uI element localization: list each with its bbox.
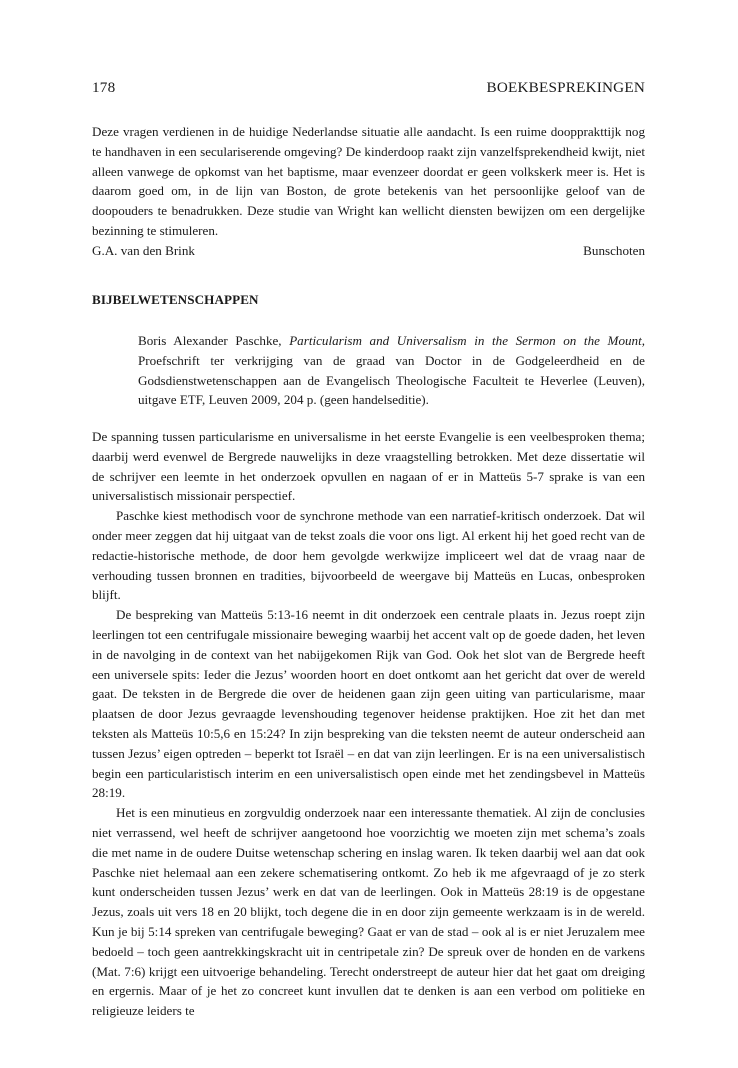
body-paragraph: De bespreking van Matteüs 5:13-16 neemt in dit onderzoek een centrale plaats in. Jezus roept zijn leerlingen tot een centrifugale missionaire beweging waarbij het accent valt op de goede daden, het leven in de navolging in de context van het nabijgekomen Rijk van God. Ook het slot van de Bergrede heeft een universele spits: Ieder die Jezus’ woorden hoort en doet ontkomt aan het gericht dat over de wereld gaat. De teksten in de Bergrede die over de heidenen gaan zijn geen uiting van particularisme, maar plaatsen de door Jezus gevraagde levenshouding tegenover heidense praktijken. Hoe zit het dan met teksten als Matteüs 10:5,6 en 15:24? In zijn bespreking van die teksten neemt de auteur onderscheid aan tussen Jezus’ eigen optreden – beperkt tot Israël – en dat van zijn leerlingen. Er is na een universalistisch begin een particularistisch interim en een universalistisch open einde met het zendingsbevel in Matteüs 28:19. [92,607,645,801]
reviewer-name: G.A. van den Brink [92,242,195,258]
previous-review-ending [92,122,645,261]
running-header [92,79,645,97]
page-number: 178 [92,79,116,96]
citation-author: Boris Alexander Paschke, [138,333,290,348]
citation-title: Particularism and Universalism in the Sermon on the Mount, [289,333,645,348]
body-paragraph: Paschke kiest methodisch voor de synchrone methode van een narratief-kritisch onderzoek. Dat wil onder meer zeggen dat hij uitgaat van de tekst zoals die voor ons ligt. Al erkent hij het goed recht van de redactie-historische methode, de door hem gevolgde werkwijze impliceert wel dat de vraag naar de verhouding tussen bronnen en tradities, bijvoorbeeld de weergave bij Matteüs en Lucas, onbesproken blijft. [92,508,645,603]
section-heading: BIJBELWETENSCHAPPEN [92,292,259,307]
running-title: BOEKBESPREKINGEN [486,79,645,96]
review-paragraph: Deze vragen verdienen in de huidige Nederlandse situatie alle aandacht. Is een ruime doopprakttijk nog te handhaven in een seculariserende omgeving? De kinderdoop raakt zijn vanzelfsprekendheid kwijt, niet alleen vanwege de opkomst van het baptisme, maar evenzeer doordat er geen volkskerk meer is. Het is daarom goed om, in de lijn van Boston, de grote betekenis van het persoonlijke geloof van de doopouders te benadrukken. Deze studie van Wright kan wellicht diensten bewijzen om een dergelijke bezinning te stimuleren. [92,124,645,238]
body-paragraph: Het is een minutieus en zorgvuldig onderzoek naar een interessante thematiek. Al zijn de conclusies niet verrassend, wel heeft de schrijver aangetoond hoe voorzichtig we moeten zijn met schema’s zoals die met name in de oudere Duitse wetenschap schering en inslag waren. Ik teken daarbij wel aan dat ook Paschke niet helemaal aan een zekere schematisering ontkomt. Zo heb ik me afgevraagd of je zo sterk kunt onderscheiden tussen Jezus’ werk en dat van de leerlingen. Ook in Matteüs 28:19 is de opgestane Jezus, zoals uit vers 18 en 20 blijkt, toch degene die in en door zijn gemeente werkzaam is in de wereld. Kun je bij 5:14 spreken van centrifugale beweging? Gaat er van de stad – ook al is er niet Jeruzalem mee bedoeld – toch geen aantrekkingskracht uit in centripetale zin? De spreuk over de honden en de varkens (Mat. 7:6) krijgt een uitvoerige behandeling. Terecht onderstreept de auteur hier dat het gaat om dreiging en ergernis. Maar of je het zo concreet kunt invullen dat te denken is aan een verbod om politieke en religieuze leiders te [92,805,645,1019]
body-paragraph: De spanning tussen particularisme en universalisme in het eerste Evangelie is een veelbesproken thema; daarbij werd evenwel de Bergrede nauwelijks in deze vraagstelling betrokken. Met deze dissertatie wil de schrijver een leemte in het onderzoek opvullen en nagaan of er in Matteüs 5-7 sprake is van een universalistisch missionair perspectief. [92,429,645,504]
review-signature [92,241,645,261]
review-body [92,427,645,1021]
book-citation [138,331,645,410]
citation-details: Proefschrift ter verkrijging van de graad van Doctor in de Godgeleerdheid en de Godsdienstwetenschappen aan de Evangelisch Theologische Faculteit te Heverlee (Leuven), uitgave ETF, Leuven 2009, 204 p. (geen handelseditie). [138,352,645,408]
reviewer-location: Bunschoten [583,242,645,258]
